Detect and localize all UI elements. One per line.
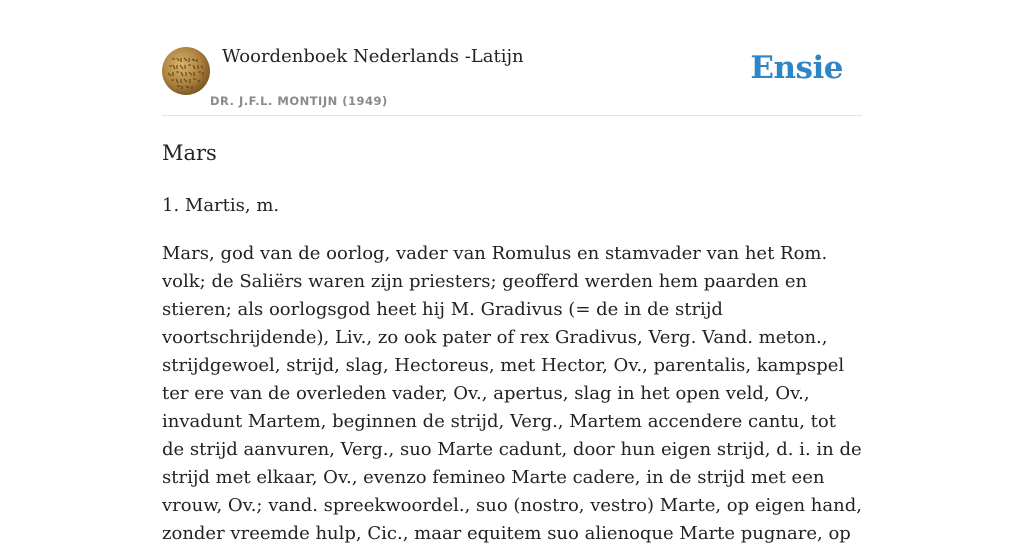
entry-sense: 1. Martis, m. xyxy=(162,195,280,216)
coin-inscription-icon xyxy=(162,47,210,95)
ensie-logo-link[interactable]: Ensie xyxy=(750,50,843,86)
book-title[interactable]: Woordenboek Nederlands -Latijn xyxy=(222,46,524,67)
book-author: DR. J.F.L. MONTIJN (1949) xyxy=(210,94,388,108)
book-logo[interactable] xyxy=(162,47,210,95)
page-container xyxy=(162,0,862,544)
entry-title: Mars xyxy=(162,141,217,165)
book-header xyxy=(162,0,862,116)
entry-definition: Mars, god van de oorlog, vader van Romulus en stamvader van het Rom. volk; de Saliërs waren zijn priesters; geofferd werden hem paarden en stieren; als oorlogsgod heet hij M. Gradivus (= de in de strijd voortschrijdende), Liv., zo ook pater of rex Gradivus, Verg. Vand. meton., strijdgewoel, strijd, slag, Hectoreus, met Hector, Ov., parentalis, kampspel ter ere van de overleden vader, Ov., apertus, slag in het open veld, Ov., invadunt Martem, beginnen de strijd, Verg., Martem accendere cantu, tot de strijd aanvuren, Verg., suo Marte cadunt, door hun eigen strijd, d. i. in de strijd met elkaar, Ov., evenzo femineo Marte cadere, in de strijd met een vrouw, Ov.; vand. spreekwoordel., suo (nostro, vestro) Marte, op eigen hand, zonder vreemde hulp, Cic., maar equitem suo alienoque Marte pugnare, op xyxy=(162,243,862,544)
